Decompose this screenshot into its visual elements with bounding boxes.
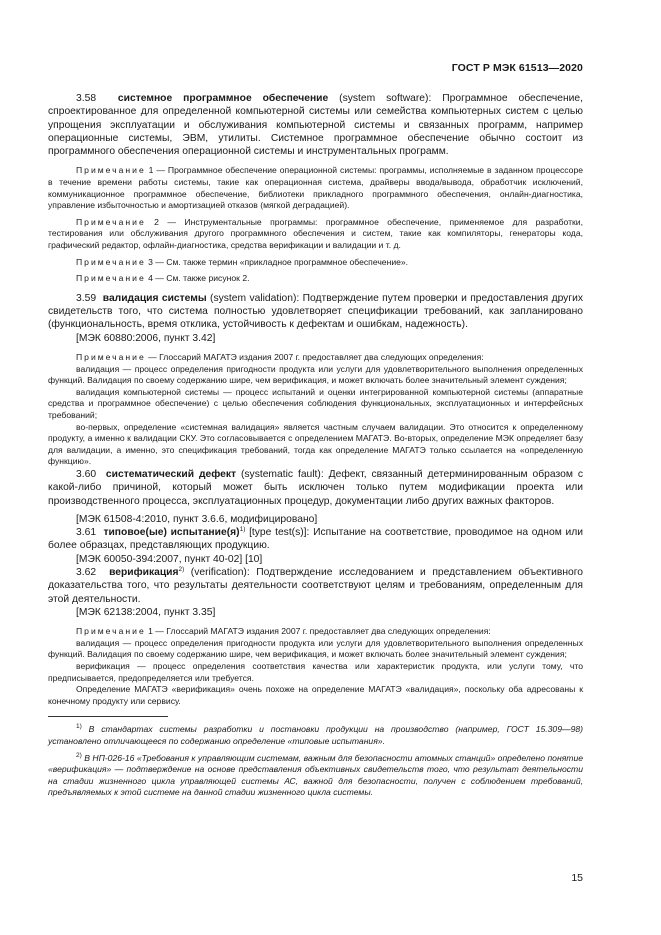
term-3-62: 3.62 верификация$^{2)}$ (verification): Подтверждение исследованием и представлением объективного доказательства того, что результаты деятельности соответствуют целям и требованиям, определенным для этой деятельности.: [48, 566, 583, 605]
term-3-58: 3.58 системное программное обеспечение (system software): Программное обеспечение, спроектированное для определенной компьютерной системы или семейства компьютерных систем с целью упрощения эксплуатации и обслуживания компьютерной системы и связанных программ, например операционные системы, ЭВМ, утилиты. Системное программное обеспечение обычно состоит из программного обеспечения операционной системы и инструментальных программ.: [48, 93, 583, 158]
note-1: Примечание 1 — Программное обеспечение операционной системы: программы, исполняемые в заданном процессоре в течение времени работы системы, такие как операционная система, драйверы ввода/вывода, обработчик исключений, коммуникационное программное обеспечение, библиотеки прикладного программного обеспечения, онлайн-диагностика, управление избыточностью и амортизацией отказов (мягкой деградацией).: [48, 165, 583, 211]
term-3-60: 3.60 систематический дефект (systematic fault): Дефект, связанный детерминированным образом с какой-либо причиной, который может быть исключен только путем модификации проекта или производственного процесса, эксплуатационных процедур, документации либо других важных факторов.: [48, 468, 583, 507]
reference: [МЭК 61508-4:2010, пункт 3.6.6, модифицировано]: [76, 513, 318, 525]
note-line: валидация — процесс определения пригодности продукта или услуги для удовлетворительного выполнения определенных функций. Валидация по своему содержанию шире, чем верификация, и может включать более значительный элемент суждения;: [48, 363, 583, 386]
note-line: валидация — процесс определения пригодности продукта или услуги для удовлетворительного выполнения определенных функций. Валидация по своему содержанию шире, чем верификация, и может включать более значительный элемент суждения;: [48, 637, 583, 660]
term-title: систематический дефект: [105, 468, 237, 480]
standard-header: ГОСТ Р МЭК 61513—2020: [451, 62, 583, 74]
footnote-1: $^{1)}$ В стандартах системы разработки и постановки продукции на производство (например, ГОСТ 15.309—98) установлено отличающееся по содержанию определение «типовые испытания».: [48, 723, 583, 746]
reference: [МЭК 60880:2006, пункт 3.42]: [76, 332, 216, 344]
term-title: системное программное обеспечение: [117, 93, 329, 104]
note-line: во-первых, определение «системная валидация» является частным случаем валидации. Это относится к определенному продукту, а именно к валидации СКУ. Это согласовывается с определением МАГАТЭ. Во-вторых, определение МЭК определяет базу для валидации, а именно, это спецификация требований, тогда как определение МАГАТЭ только ссылается на «определенную функцию».: [48, 421, 583, 467]
term-3-59: 3.59 валидация системы (system validation): Подтверждение путем проверки и предоставления других свидетельств того, что система полностью удовлетворяет спецификации требований, как запланировано (функциональность, время отклика, устойчивость к дефектам и ошибкам, надежность).: [48, 292, 583, 331]
reference: [МЭК 60050-394:2007, пункт 40-02] [10]: [76, 553, 263, 565]
note-2: Примечание 2 — Инструментальные программы: программное обеспечение, применяемое для разработки, тестирования или обслуживания другого программного обеспечения и систем, такие как компиляторы, генераторы кода, графический редактор, офлайн-диагностика, средства верификации и валидации и т. д.: [48, 216, 583, 251]
note-line: валидация компьютерной системы — процесс испытаний и оценки интегрированной компьютерной системы (аппаратные средства и программное обеспечение) с целью обеспечения соблюдения функциональных, эксплуатационных и интерфейсных требований;: [48, 386, 583, 420]
term-title: типовое(ые) испытание(я): [103, 527, 240, 539]
term-title: верификация: [109, 567, 179, 579]
note-4: Примечание 4 — См. также рисунок 2.: [76, 273, 250, 284]
note-line: верификация — процесс определения соответствия качества или характеристик продукта, или услуги тому, что предписывается, предопределяется или требуется.: [48, 661, 583, 683]
note-3: Примечание 3 — См. также термин «прикладное программное обеспечение».: [76, 256, 409, 267]
footnote-mark: 1): [239, 526, 246, 534]
term-3-61: 3.61 типовое(ые) $испытание(я)^{1)}$ [type test(s)]: Испытание на соответствие, проводимое на одном или более образцах, представляющих продукцию.: [48, 526, 583, 552]
footnote-2: $^{2)}$ В НП-026-16 «Требования к управляющим системам, важным для безопасности атомных станций» определено понятие «верификация» — подтверждение на основе представления объективных свидетельств того, что результат деятельности на стадии жизненного цикла управляющей системы АС, важной для безопасности, получен с соблюдением требований, предъявляемых к этой системе на данной стадии жизненного цикла системы.: [48, 751, 583, 798]
note-3-59-intro: Примечание — Глоссарий МАГАТЭ издания 2007 г. предоставляет два следующих определения:: [76, 352, 484, 363]
footnote-divider: [48, 716, 168, 717]
footnote-mark: 2): [178, 566, 185, 574]
reference: [МЭК 62138:2004, пункт 3.35]: [76, 606, 216, 618]
page-content: [48, 92, 583, 799]
note-3-62-intro: Примечание 1 — Глоссарий МАГАТЭ издания 2007 г. предоставляет два следующих определения:: [76, 626, 491, 637]
page-number: 15: [571, 872, 583, 884]
term-title: валидация системы: [102, 292, 207, 304]
note-line: Определение МАГАТЭ «верификация» очень похоже на определение МАГАТЭ «валидация», поскольку оба адресованы к конечному продукту или сервису.: [48, 684, 583, 706]
